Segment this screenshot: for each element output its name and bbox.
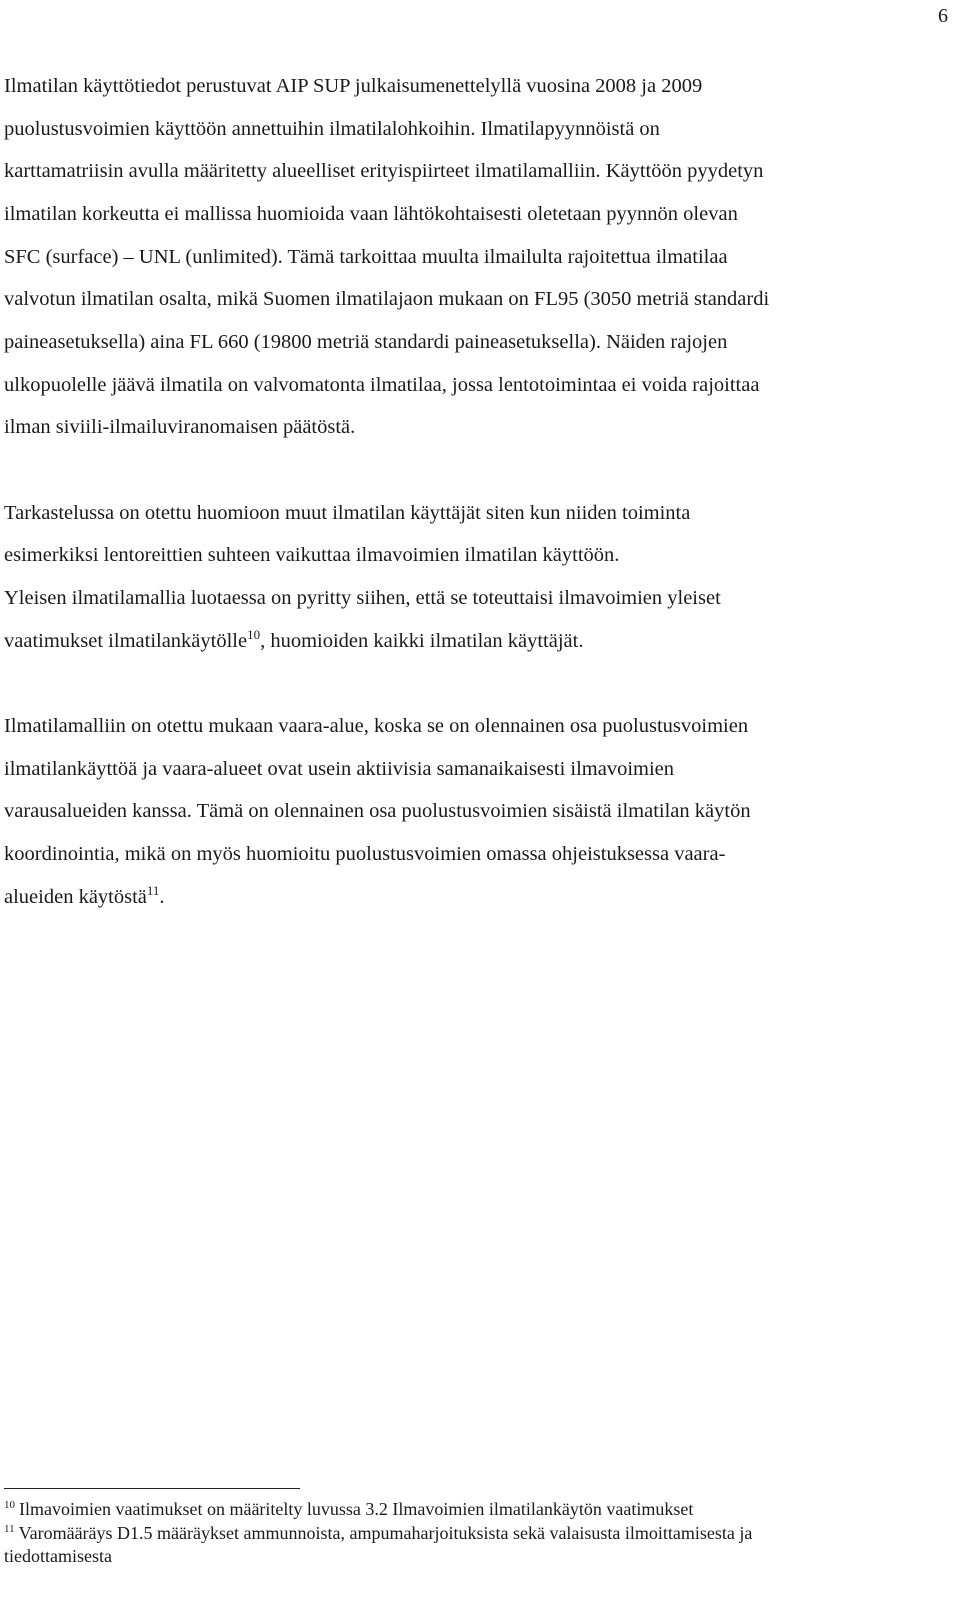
footnote-text: Ilmavoimien vaatimukset on määritelty luvussa 3.2 Ilmavoimien ilmatilankäytön vaatimukset	[19, 1499, 694, 1519]
text-line: varausalueiden kanssa. Tämä on olennainen osa puolustusvoimien sisäistä ilmatilan käytön	[4, 800, 751, 822]
text-span: alueiden käytöstä	[4, 886, 147, 908]
text-line: Ilmatilamalliin on otettu mukaan vaara-alue, koska se on olennainen osa puolustusvoimien	[4, 715, 749, 737]
footnote-10	[4, 1498, 693, 1520]
text-line: Ilmatilan käyttötiedot perustuvat AIP SUP julkaisumenettelyllä vuosina 2008 ja 2009	[4, 75, 703, 97]
footnote-number: 11	[4, 1523, 15, 1535]
text-line: ulkopuolelle jäävä ilmatila on valvomatonta ilmatilaa, jossa lentotoimintaa ei voida rajoittaa	[4, 374, 760, 396]
text-line: karttamatriisin avulla määritetty alueelliset erityispiirteet ilmatilamalliin. Käyttöön pyydetyn	[4, 160, 764, 182]
text-line: SFC (surface) – UNL (unlimited). Tämä tarkoittaa muulta ilmailulta rajoitettua ilmatilaa	[4, 246, 728, 268]
text-line	[4, 628, 583, 654]
page-number: 6	[938, 5, 948, 27]
text-line: ilmatilankäyttöä ja vaara-alueet ovat usein aktiivisia samanaikaisesti ilmavoimien	[4, 758, 675, 780]
footnote-separator	[4, 1488, 300, 1489]
text-span: vaatimukset ilmatilankäytölle	[4, 630, 248, 652]
text-span: .	[159, 886, 165, 908]
footnote-text: Varomääräys D1.5 määräykset ammunnoista, ampumaharjoituksista sekä valaisusta ilmoittamisesta ja	[18, 1523, 753, 1543]
text-line: ilman siviili-ilmailuviranomaisen päätöstä.	[4, 416, 356, 438]
text-line	[4, 884, 165, 910]
footnote-ref-10: 10	[247, 627, 261, 642]
text-span: , huomioiden kaikki ilmatilan käyttäjät.	[260, 630, 584, 652]
text-line: koordinointia, mikä on myös huomioitu puolustusvoimien omassa ohjeistuksessa vaara-	[4, 843, 726, 865]
text-line: puolustusvoimien käyttöön annettuihin ilmatilalohkoihin. Ilmatilapyynnöistä on	[4, 118, 660, 140]
footnote-ref-11: 11	[146, 883, 160, 898]
text-line: paineasetuksella) aina FL 660 (19800 metriä standardi paineasetuksella). Näiden rajojen	[4, 331, 728, 353]
footnote-11	[4, 1522, 752, 1544]
text-line: ilmatilan korkeutta ei mallissa huomioida vaan lähtökohtaisesti oletetaan pyynnön olevan	[4, 203, 738, 225]
text-line: valvotun ilmatilan osalta, mikä Suomen ilmatilajaon mukaan on FL95 (3050 metriä standardi	[4, 288, 770, 310]
text-line: esimerkiksi lentoreittien suhteen vaikuttaa ilmavoimien ilmatilan käyttöön.	[4, 544, 620, 566]
text-line: Tarkastelussa on otettu huomioon muut ilmatilan käyttäjät siten kun niiden toiminta	[4, 502, 691, 524]
footnote-11-continuation: tiedottamisesta	[4, 1546, 112, 1566]
text-line: Yleisen ilmatilamallia luotaessa on pyritty siihen, että se toteuttaisi ilmavoimien yleiset	[4, 587, 721, 609]
footnote-number: 10	[4, 1499, 15, 1511]
